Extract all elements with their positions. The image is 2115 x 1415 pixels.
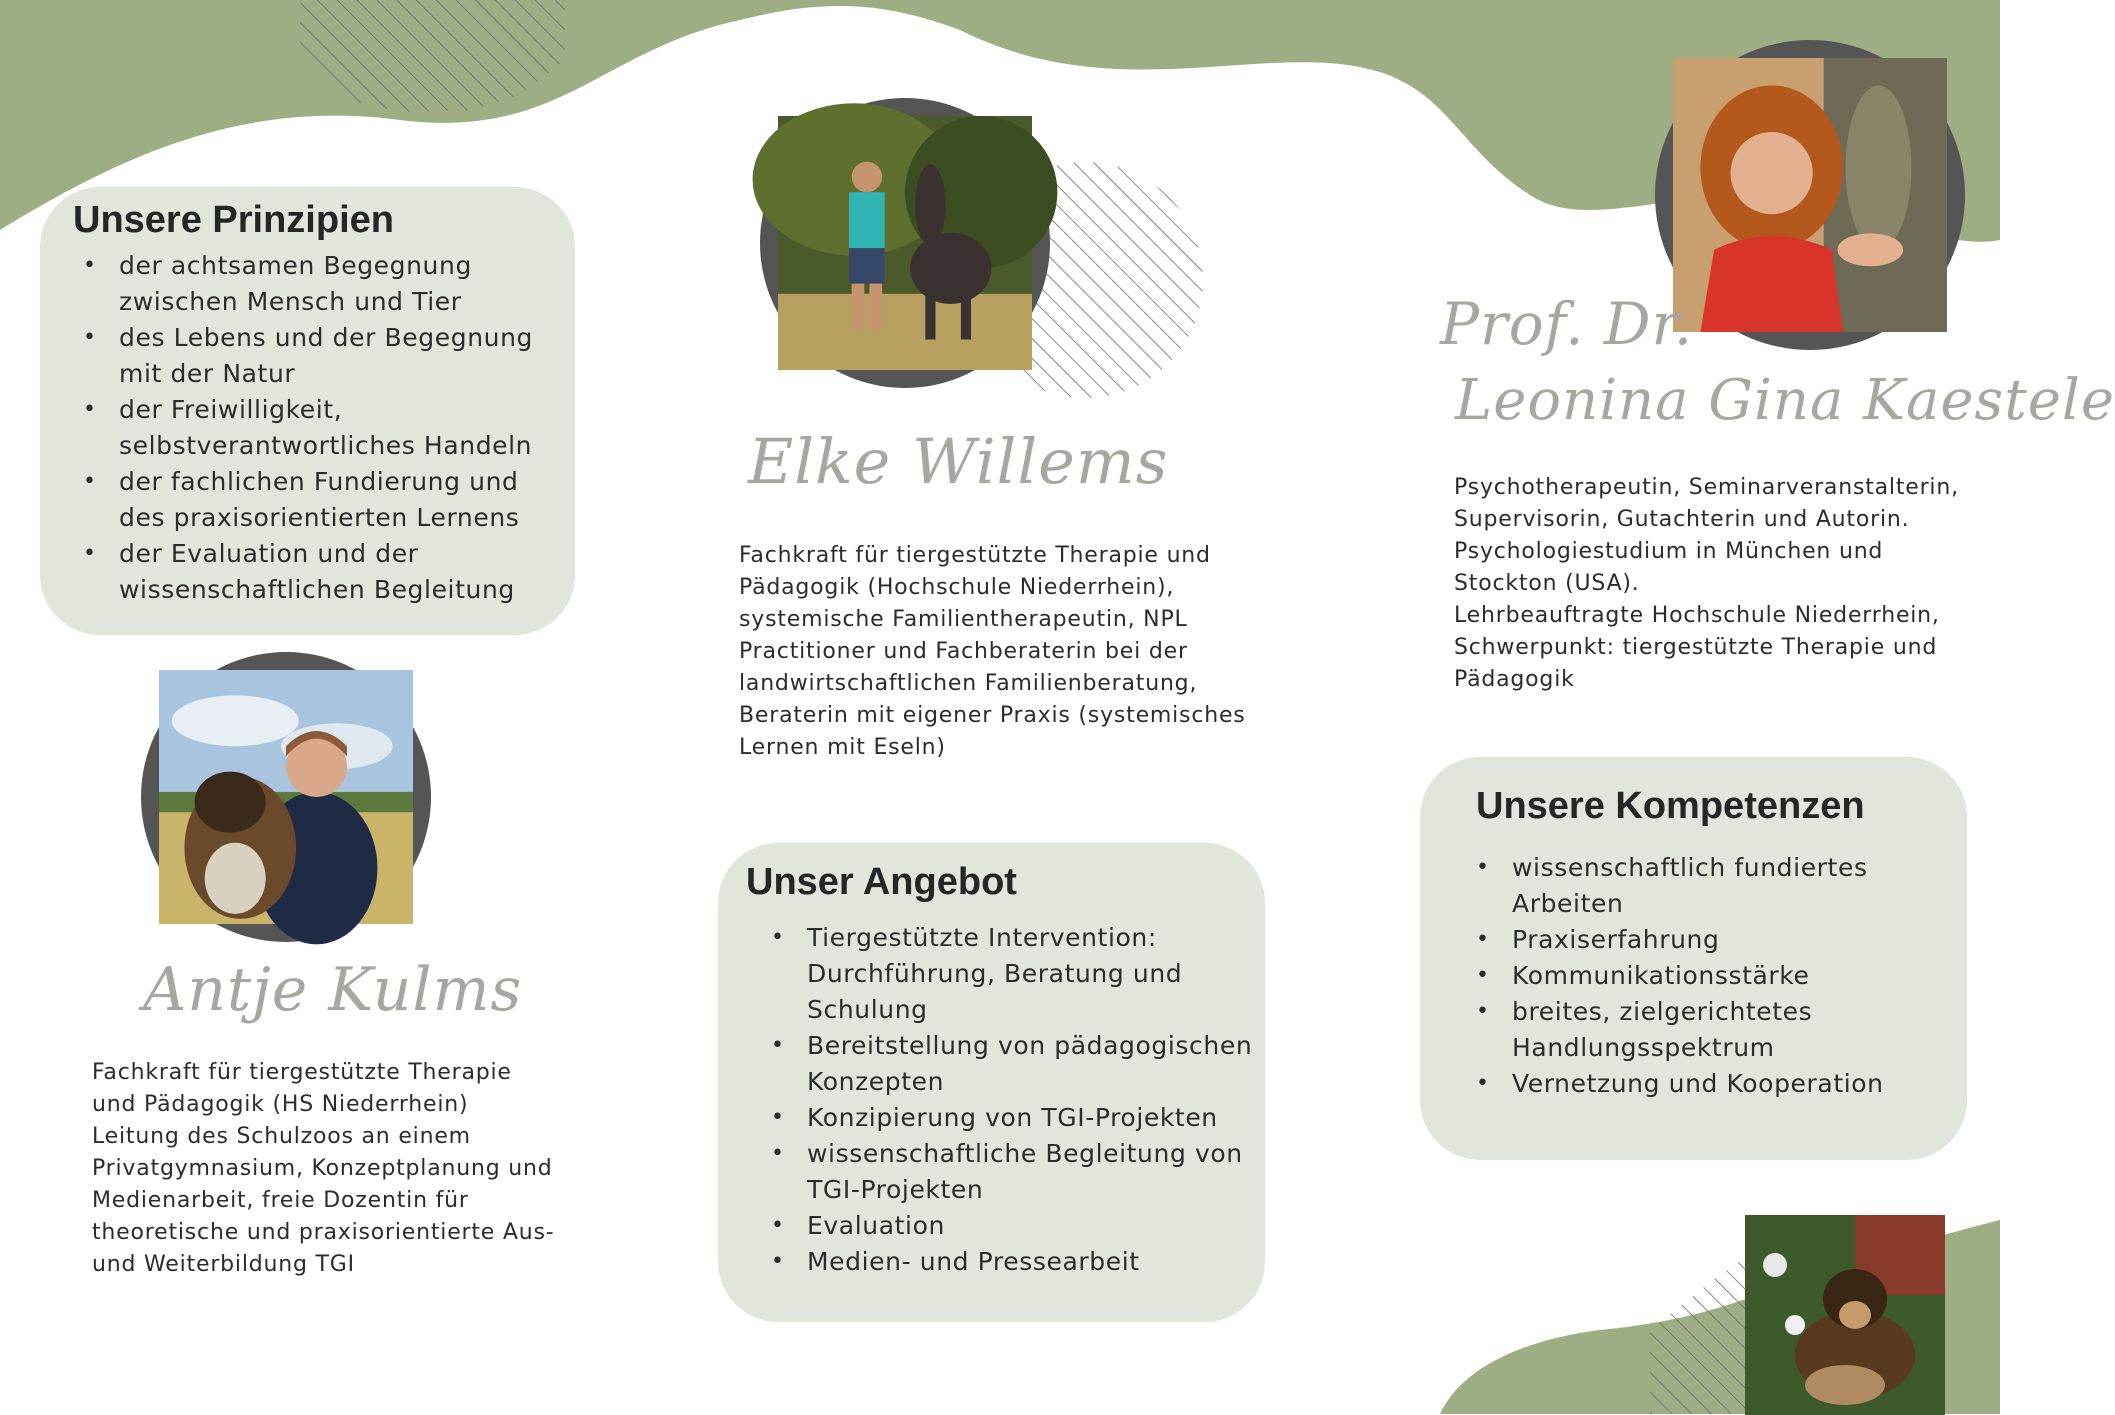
elke-name: Elke Willems [748,425,1169,498]
offer-item: • Tiergestützte Intervention: Durchführung, Beratung und Schulung [761,920,1255,1028]
dog-photo [1745,1215,1945,1415]
offer-list [746,920,1255,1280]
offer-item: • Bereitstellung von pädagogischen Konzepten [761,1028,1255,1100]
leonina-name: Leonina Gina Kaestele [1455,368,2115,433]
competences-item: • Kommunikationsstärke [1466,958,1957,994]
principles-card [40,187,575,635]
antje-name: Antje Kulms [143,955,523,1025]
antje-bio: Fachkraft für tiergestützte Therapie und Pädagogik (HS Niederrhein) Leitung des Schulzoos an einem Privatgymnasium, Konzeptplanung und Medienarbeit, freie Dozentin für theoretische und praxisorientierte Aus- und Weiterbildung TGI [92,1060,555,1277]
competences-item: • Vernetzung und Kooperation [1466,1066,1957,1102]
principles-item: • des Lebens und der Begegnung mit der Natur [73,320,555,392]
leonina-photo [1655,40,1965,350]
elke-bio: Fachkraft für tiergestützte Therapie und Pädagogik (Hochschule Niederrhein), systemische Familientherapeutin, NPL Practitioner und Fachberaterin bei der landwirtschaftlichen Familienberatung, Beraterin mit eigener Praxis (systemisches Lernen mit Eseln) [739,543,1246,760]
competences-card [1420,757,1967,1160]
principles-item: • der fachlichen Fundierung und des praxisorientierten Lernens [73,464,555,536]
leonina-title-line: Prof. Dr. [1440,290,1694,358]
principles-item: • der Evaluation und der wissenschaftlichen Begleitung [73,536,555,608]
competences-item: • wissenschaftlich fundiertes Arbeiten [1466,850,1957,922]
principles-item: • der Freiwilligkeit, selbstverantwortliches Handeln [73,392,555,464]
offer-card [718,843,1265,1322]
competences-title: Unsere Kompetenzen [1476,785,1865,827]
leonina-bio: Psychotherapeutin, Seminarveranstalterin, Supervisorin, Gutachterin und Autorin. Psychologiestudium in München und Stockton (USA). Lehrbeauftragte Hochschule Niederrhein, Schwerpunkt: tiergestützte Therapie und Pädagogik [1454,475,1959,692]
offer-item: • Evaluation [761,1208,1255,1244]
competences-item: • Praxiserfahrung [1466,922,1957,958]
competences-list [1466,850,1957,1102]
offer-item: • Konzipierung von TGI-Projekten [761,1100,1255,1136]
antje-photo [141,652,431,942]
offer-item: • Medien- und Pressearbeit [761,1244,1255,1280]
principles-item: • der achtsamen Begegnung zwischen Mensch und Tier [73,248,555,320]
principles-list [73,248,555,608]
principles-title: Unsere Prinzipien [73,199,394,241]
elke-photo [760,98,1050,388]
offer-title: Unser Angebot [746,861,1017,903]
offer-item: • wissenschaftliche Begleitung von TGI-Projekten [761,1136,1255,1208]
competences-item: • breites, zielgerichtetes Handlungsspektrum [1466,994,1957,1066]
